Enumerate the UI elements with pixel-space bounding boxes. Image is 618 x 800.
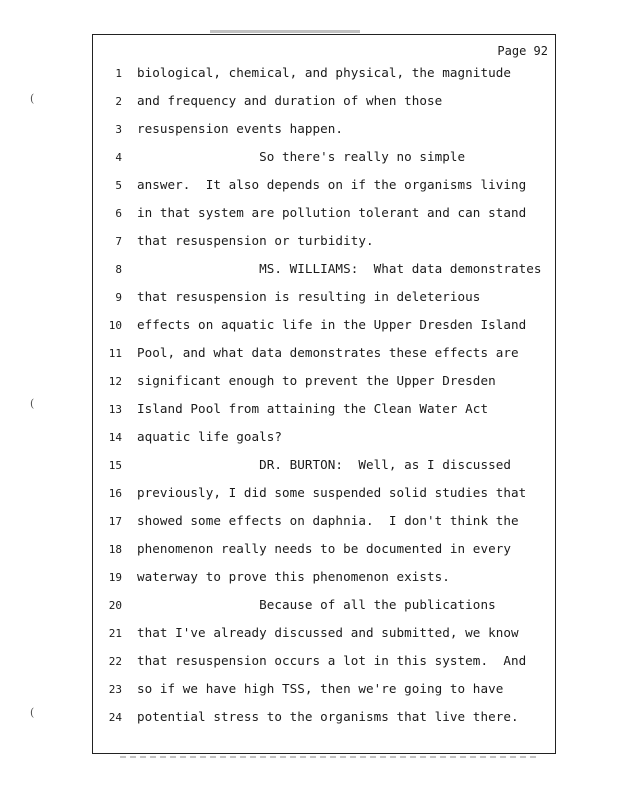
line-text: that resuspension is resulting in deleterious <box>137 289 481 304</box>
transcript-line <box>92 314 556 342</box>
line-text: significant enough to prevent the Upper Dresden <box>137 373 496 388</box>
line-text: DR. BURTON: Well, as I discussed <box>137 457 511 472</box>
transcript-line <box>92 286 556 314</box>
line-text: showed some effects on daphnia. I don't think the <box>137 513 519 528</box>
line-text: phenomenon really needs to be documented in every <box>137 541 511 556</box>
binder-hole-mark-2: ( <box>30 397 35 410</box>
line-text: aquatic life goals? <box>137 429 283 444</box>
line-text: So there's really no simple <box>137 149 466 164</box>
transcript-line <box>92 706 556 734</box>
transcript-line <box>92 678 556 706</box>
transcript-line <box>92 482 556 510</box>
line-number: 3 <box>115 123 122 136</box>
transcript-line <box>92 230 556 258</box>
line-number: 18 <box>108 543 122 556</box>
line-number: 22 <box>108 655 122 668</box>
transcript-line <box>92 398 556 426</box>
line-number: 17 <box>108 515 122 528</box>
line-number: 19 <box>108 571 122 584</box>
line-text: waterway to prove this phenomenon exists. <box>137 569 450 584</box>
line-number: 21 <box>108 627 122 640</box>
transcript-line <box>92 426 556 454</box>
line-text: Pool, and what data demonstrates these effects are <box>137 345 519 360</box>
line-text: Island Pool from attaining the Clean Water Act <box>137 401 489 416</box>
line-number: 12 <box>108 375 122 388</box>
scan-artifact-top <box>210 30 360 33</box>
line-text: potential stress to the organisms that live there. <box>137 709 519 724</box>
transcript-line <box>92 146 556 174</box>
line-number: 7 <box>115 235 122 248</box>
line-number: 20 <box>108 599 122 612</box>
page-number-label: Page 92 <box>497 44 548 58</box>
transcript-line <box>92 118 556 146</box>
line-number: 8 <box>115 263 122 276</box>
line-number: 11 <box>108 347 122 360</box>
line-text: biological, chemical, and physical, the magnitude <box>137 65 511 80</box>
transcript-line <box>92 90 556 118</box>
transcript-line <box>92 258 556 286</box>
binder-hole-mark-3: ( <box>30 706 35 719</box>
line-number: 23 <box>108 683 122 696</box>
transcript-line <box>92 650 556 678</box>
line-number: 24 <box>108 711 122 724</box>
line-text: answer. It also depends on if the organisms living <box>137 177 527 192</box>
line-number: 16 <box>108 487 122 500</box>
scan-artifact-bottom <box>120 756 540 758</box>
transcript-line <box>92 594 556 622</box>
line-number: 2 <box>115 95 122 108</box>
transcript-line <box>92 622 556 650</box>
line-text: effects on aquatic life in the Upper Dresden Island <box>137 317 527 332</box>
line-number: 6 <box>115 207 122 220</box>
line-text: previously, I did some suspended solid studies that <box>137 485 527 500</box>
line-number: 13 <box>108 403 122 416</box>
line-text: Because of all the publications <box>137 597 496 612</box>
line-number: 15 <box>108 459 122 472</box>
transcript-line <box>92 174 556 202</box>
transcript-line <box>92 370 556 398</box>
transcript-line <box>92 62 556 90</box>
line-number: 4 <box>115 151 122 164</box>
line-text: MS. WILLIAMS: What data demonstrates <box>137 261 542 276</box>
transcript-line <box>92 510 556 538</box>
transcript-line <box>92 454 556 482</box>
transcript-line <box>92 566 556 594</box>
line-number: 1 <box>115 67 122 80</box>
line-text: that I've already discussed and submitted, we know <box>137 625 519 640</box>
transcript-line <box>92 202 556 230</box>
line-number: 5 <box>115 179 122 192</box>
line-text: resuspension events happen. <box>137 121 344 136</box>
binder-hole-mark-1: ( <box>30 92 35 105</box>
line-text: that resuspension occurs a lot in this system. And <box>137 653 527 668</box>
line-number: 10 <box>108 319 122 332</box>
line-text: that resuspension or turbidity. <box>137 233 374 248</box>
line-text: so if we have high TSS, then we're going to have <box>137 681 504 696</box>
line-number: 14 <box>108 431 122 444</box>
line-text: in that system are pollution tolerant and can stand <box>137 205 527 220</box>
transcript-line <box>92 342 556 370</box>
line-text: and frequency and duration of when those <box>137 93 443 108</box>
transcript-line <box>92 538 556 566</box>
line-number: 9 <box>115 291 122 304</box>
